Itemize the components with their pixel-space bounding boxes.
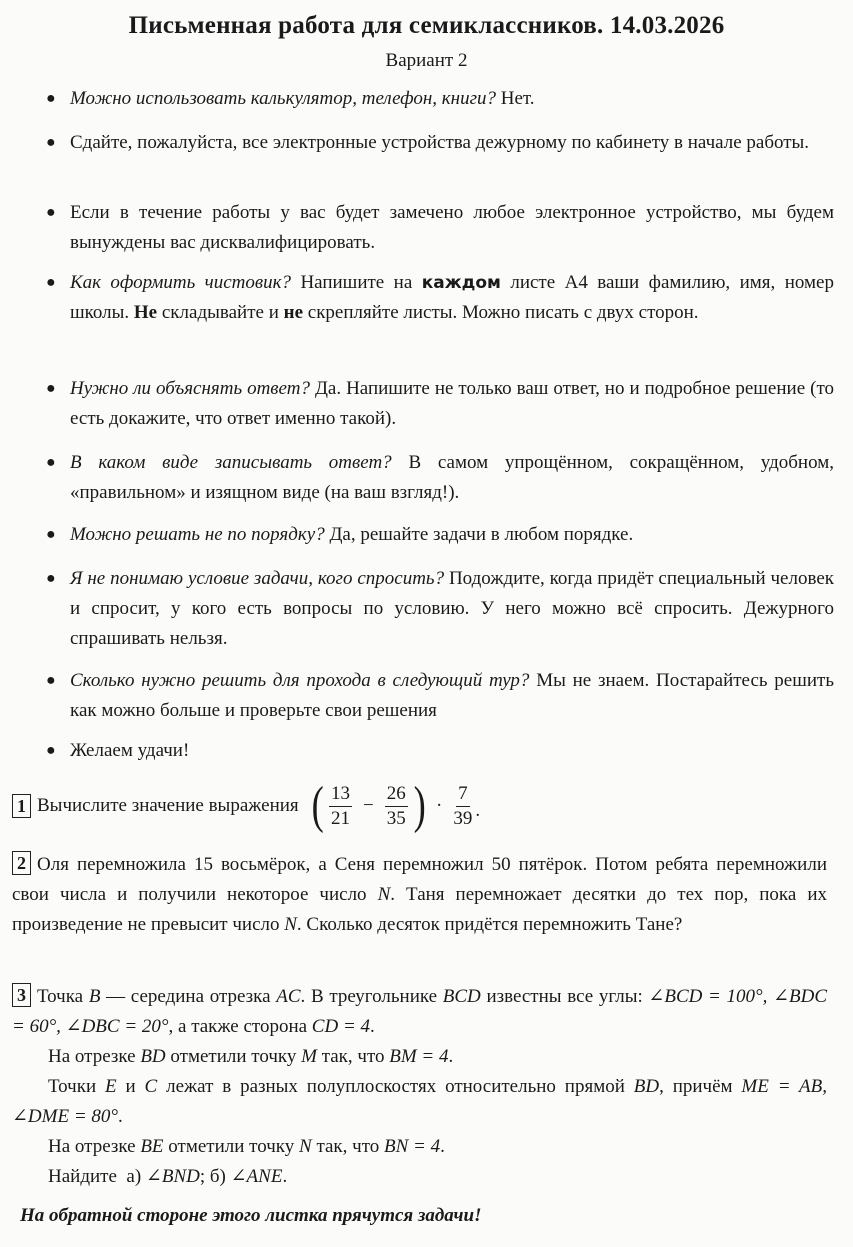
- rule-item: ● Сколько нужно решить для прохода в следующий тур? Мы не знаем. Постарайтесь решить как можно больше и проверьте свои решения: [44, 666, 834, 726]
- problem-3-line: Найдите а) ∠BND; б) ∠ANE.: [48, 1166, 288, 1187]
- bullet-icon: ●: [46, 454, 56, 471]
- bullet-icon: ●: [46, 526, 56, 543]
- rule-item: ● Нужно ли объяснять ответ? Да. Напишите не только ваш ответ, но и подробное решение (то есть докажите, что ответ именно такой).: [44, 374, 834, 434]
- rule-item: ● Как оформить чистовик? Напишите на каждом листе A4 ваши фамилию, имя, номер школы. Не складывайте и не скрепляйте листы. Можно писать с двух сторон.: [44, 268, 834, 328]
- problem-3-line: На отрезке BD отметили точку M так, что BM = 4.: [48, 1046, 454, 1067]
- problem-text: Вычислите значение выражения: [37, 795, 299, 816]
- bullet-icon: ●: [46, 570, 56, 587]
- bullet-icon: ●: [46, 672, 56, 689]
- bullet-icon: ●: [46, 274, 56, 291]
- footer-note: На обратной стороне этого листка прячутся задачи!: [20, 1205, 482, 1226]
- problem-2: 2 Оля перемножила 15 восьмёрок, а Сеня перемножил 50 пятёрок. Потом ребята перемножили свои числа и получили некоторое число N. Таня перемножает десятки до тех пор, пока их произведение не превысит число N. Сколько десяток придётся перемножить Тане?: [12, 853, 827, 935]
- variant-label: Вариант 2: [385, 50, 468, 71]
- math-expression: ( $\frac{13}{21}$ − $\frac{26}{35}$ ) · $\frac{7}{39}$ .: [311, 777, 481, 834]
- problem-number-box: 3: [12, 983, 31, 1007]
- rule-item: ● В каком виде записывать ответ? В самом упрощённом, сокращённом, удобном, «правильном» и изящном виде (на ваш взгляд!).: [44, 448, 834, 508]
- problem-number-box: 2: [12, 851, 31, 875]
- problem-3-line: 3 Точка B — середина отрезка AC. В треугольнике BCD известны все углы: ∠BCD = 100°, ∠BDC = 60°, ∠DBC = 20°, а также сторона CD = 4.: [12, 985, 827, 1037]
- bullet-icon: ●: [46, 742, 56, 759]
- right-paren: ): [413, 777, 426, 834]
- rule-item: ● Я не понимаю условие задачи, кого спросить? Подождите, когда придёт специальный человек и спросит, у кого есть вопросы по условию. У него можно всё спросить. Дежурного спрашивать нельзя.: [44, 564, 834, 654]
- rule-item: ● Можно решать не по порядку? Да, решайте задачи в любом порядке.: [44, 520, 633, 550]
- bullet-icon: ●: [46, 134, 56, 151]
- bullet-icon: ●: [46, 204, 56, 221]
- rule-item: ● Если в течение работы у вас будет замечено любое электронное устройство, мы будем вынуждены вас дисквалифицировать.: [44, 198, 834, 258]
- problem-3: [12, 982, 827, 1192]
- rule-item: ● Сдайте, пожалуйста, все электронные устройства дежурному по кабинету в начале работы.: [44, 128, 809, 158]
- bullet-icon: ●: [46, 90, 56, 107]
- fraction: $\frac{13}{21}$: [330, 782, 350, 829]
- problem-1: [12, 777, 827, 834]
- page-title: Письменная работа для семиклассников. 14.03.2026: [128, 12, 725, 39]
- fraction: $\frac{7}{39}$: [453, 782, 473, 829]
- problem-3-line: На отрезке BE отметили точку N так, что BN = 4.: [48, 1136, 445, 1157]
- left-paren: (: [311, 777, 324, 834]
- problem-number-box: 1: [12, 794, 31, 818]
- fraction: $\frac{26}{35}$: [386, 782, 406, 829]
- bullet-icon: ●: [46, 380, 56, 397]
- rule-item: ● Желаем удачи!: [44, 736, 189, 766]
- rule-item: ● Можно использовать калькулятор, телефон, книги? Нет.: [44, 84, 535, 114]
- problem-3-line: Точки E и C лежат в разных полуплоскостях относительно прямой BD, причём ME = AB, ∠DME = 80°.: [12, 1076, 828, 1127]
